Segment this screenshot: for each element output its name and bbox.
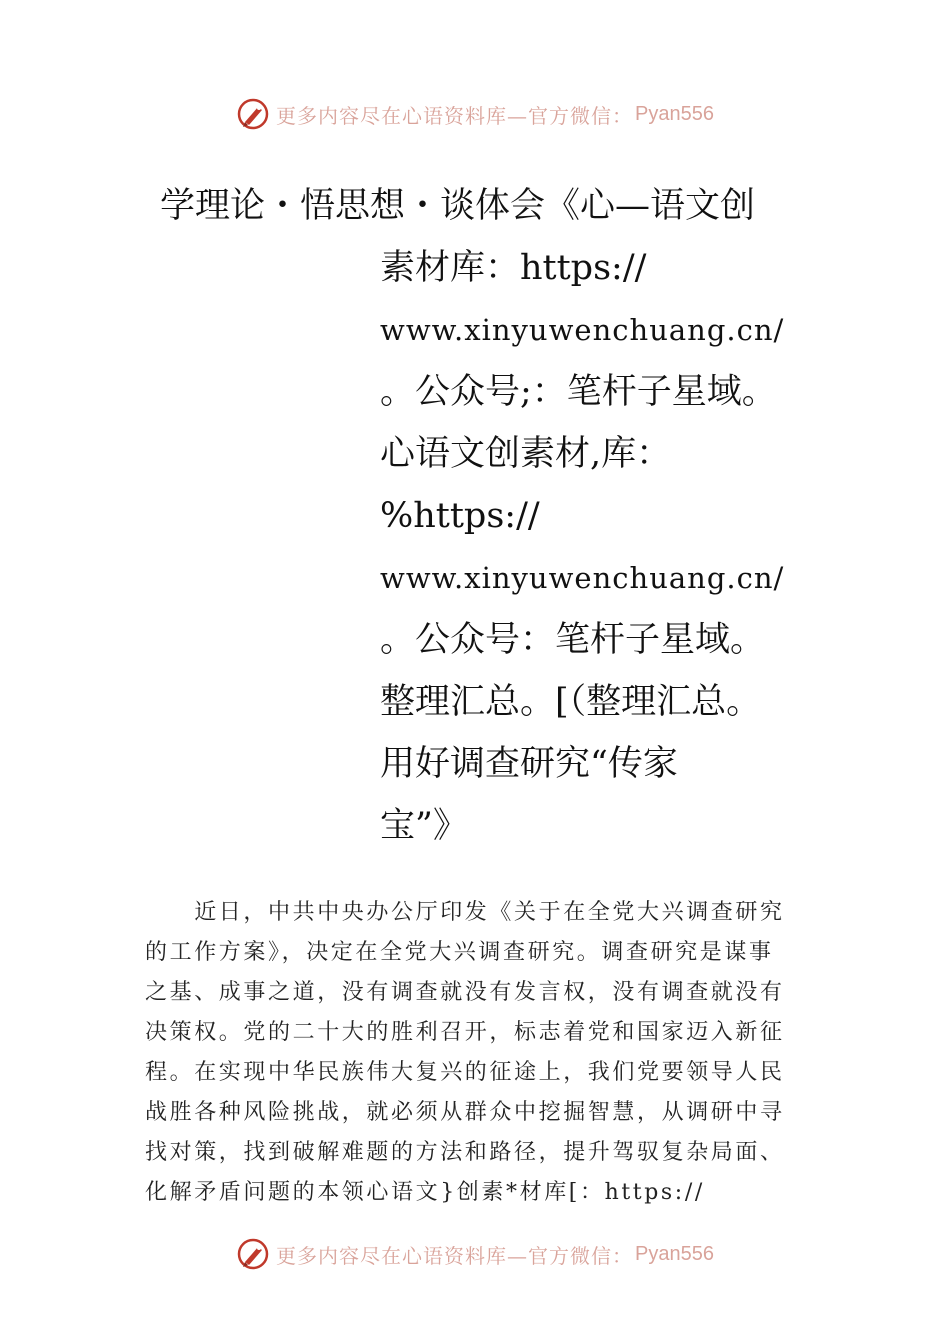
title-line: 整理汇总。[（整理汇总。 — [380, 682, 762, 722]
title-line: 心语文创素材,库： — [380, 434, 672, 474]
body-line: 的工作方案》，决定在全党大兴调查研究。调查研究是谋事 — [145, 940, 774, 965]
footer-banner — [0, 1234, 950, 1274]
title-line: 宝”》 — [380, 806, 468, 846]
title-line: %https:// — [380, 496, 540, 536]
banner-text: 更多内容尽在心语资料库—官方微信： — [276, 103, 634, 128]
body-line: 决策权。党的二十大的胜利召开，标志着党和国家迈入新征 — [145, 1020, 785, 1045]
body-line: 战胜各种风险挑战，就必须从群众中挖掘智慧，从调研中寻 — [145, 1100, 785, 1125]
body-line: 近日，中共中央办公厅印发《关于在全党大兴调查研究 — [145, 900, 785, 925]
title-line: www.xinyuwenchuang.cn/ — [380, 561, 785, 595]
body-line: 化解矛盾问题的本领心语文}创素*材库[：https:// — [145, 1180, 705, 1205]
title-line: 学理论・悟思想・谈体会《心—语文创 — [160, 186, 756, 226]
title-line: 素材库：https:// — [380, 248, 647, 288]
title-line: 。公众号;：笔杆子星域。 — [380, 372, 777, 412]
pen-logo-icon — [236, 97, 270, 131]
pen-logo-icon — [236, 1237, 270, 1271]
banner-account: Pyan556 — [635, 1242, 714, 1265]
banner-text: 更多内容尽在心语资料库—官方微信： — [276, 1243, 634, 1268]
title-line: 。公众号：笔杆子星域。 — [380, 620, 766, 660]
title-line: www.xinyuwenchuang.cn/ — [380, 313, 785, 347]
banner-account: Pyan556 — [635, 102, 714, 125]
body-line: 之基、成事之道，没有调查就没有发言权，没有调查就没有 — [145, 980, 785, 1005]
title-line: 用好调查研究“传家 — [380, 744, 678, 784]
body-line: 程。在实现中华民族伟大复兴的征途上，我们党要领导人民 — [145, 1060, 785, 1085]
body-line: 找对策，找到破解难题的方法和路径，提升驾驭复杂局面、 — [145, 1140, 785, 1165]
header-banner — [0, 94, 950, 134]
